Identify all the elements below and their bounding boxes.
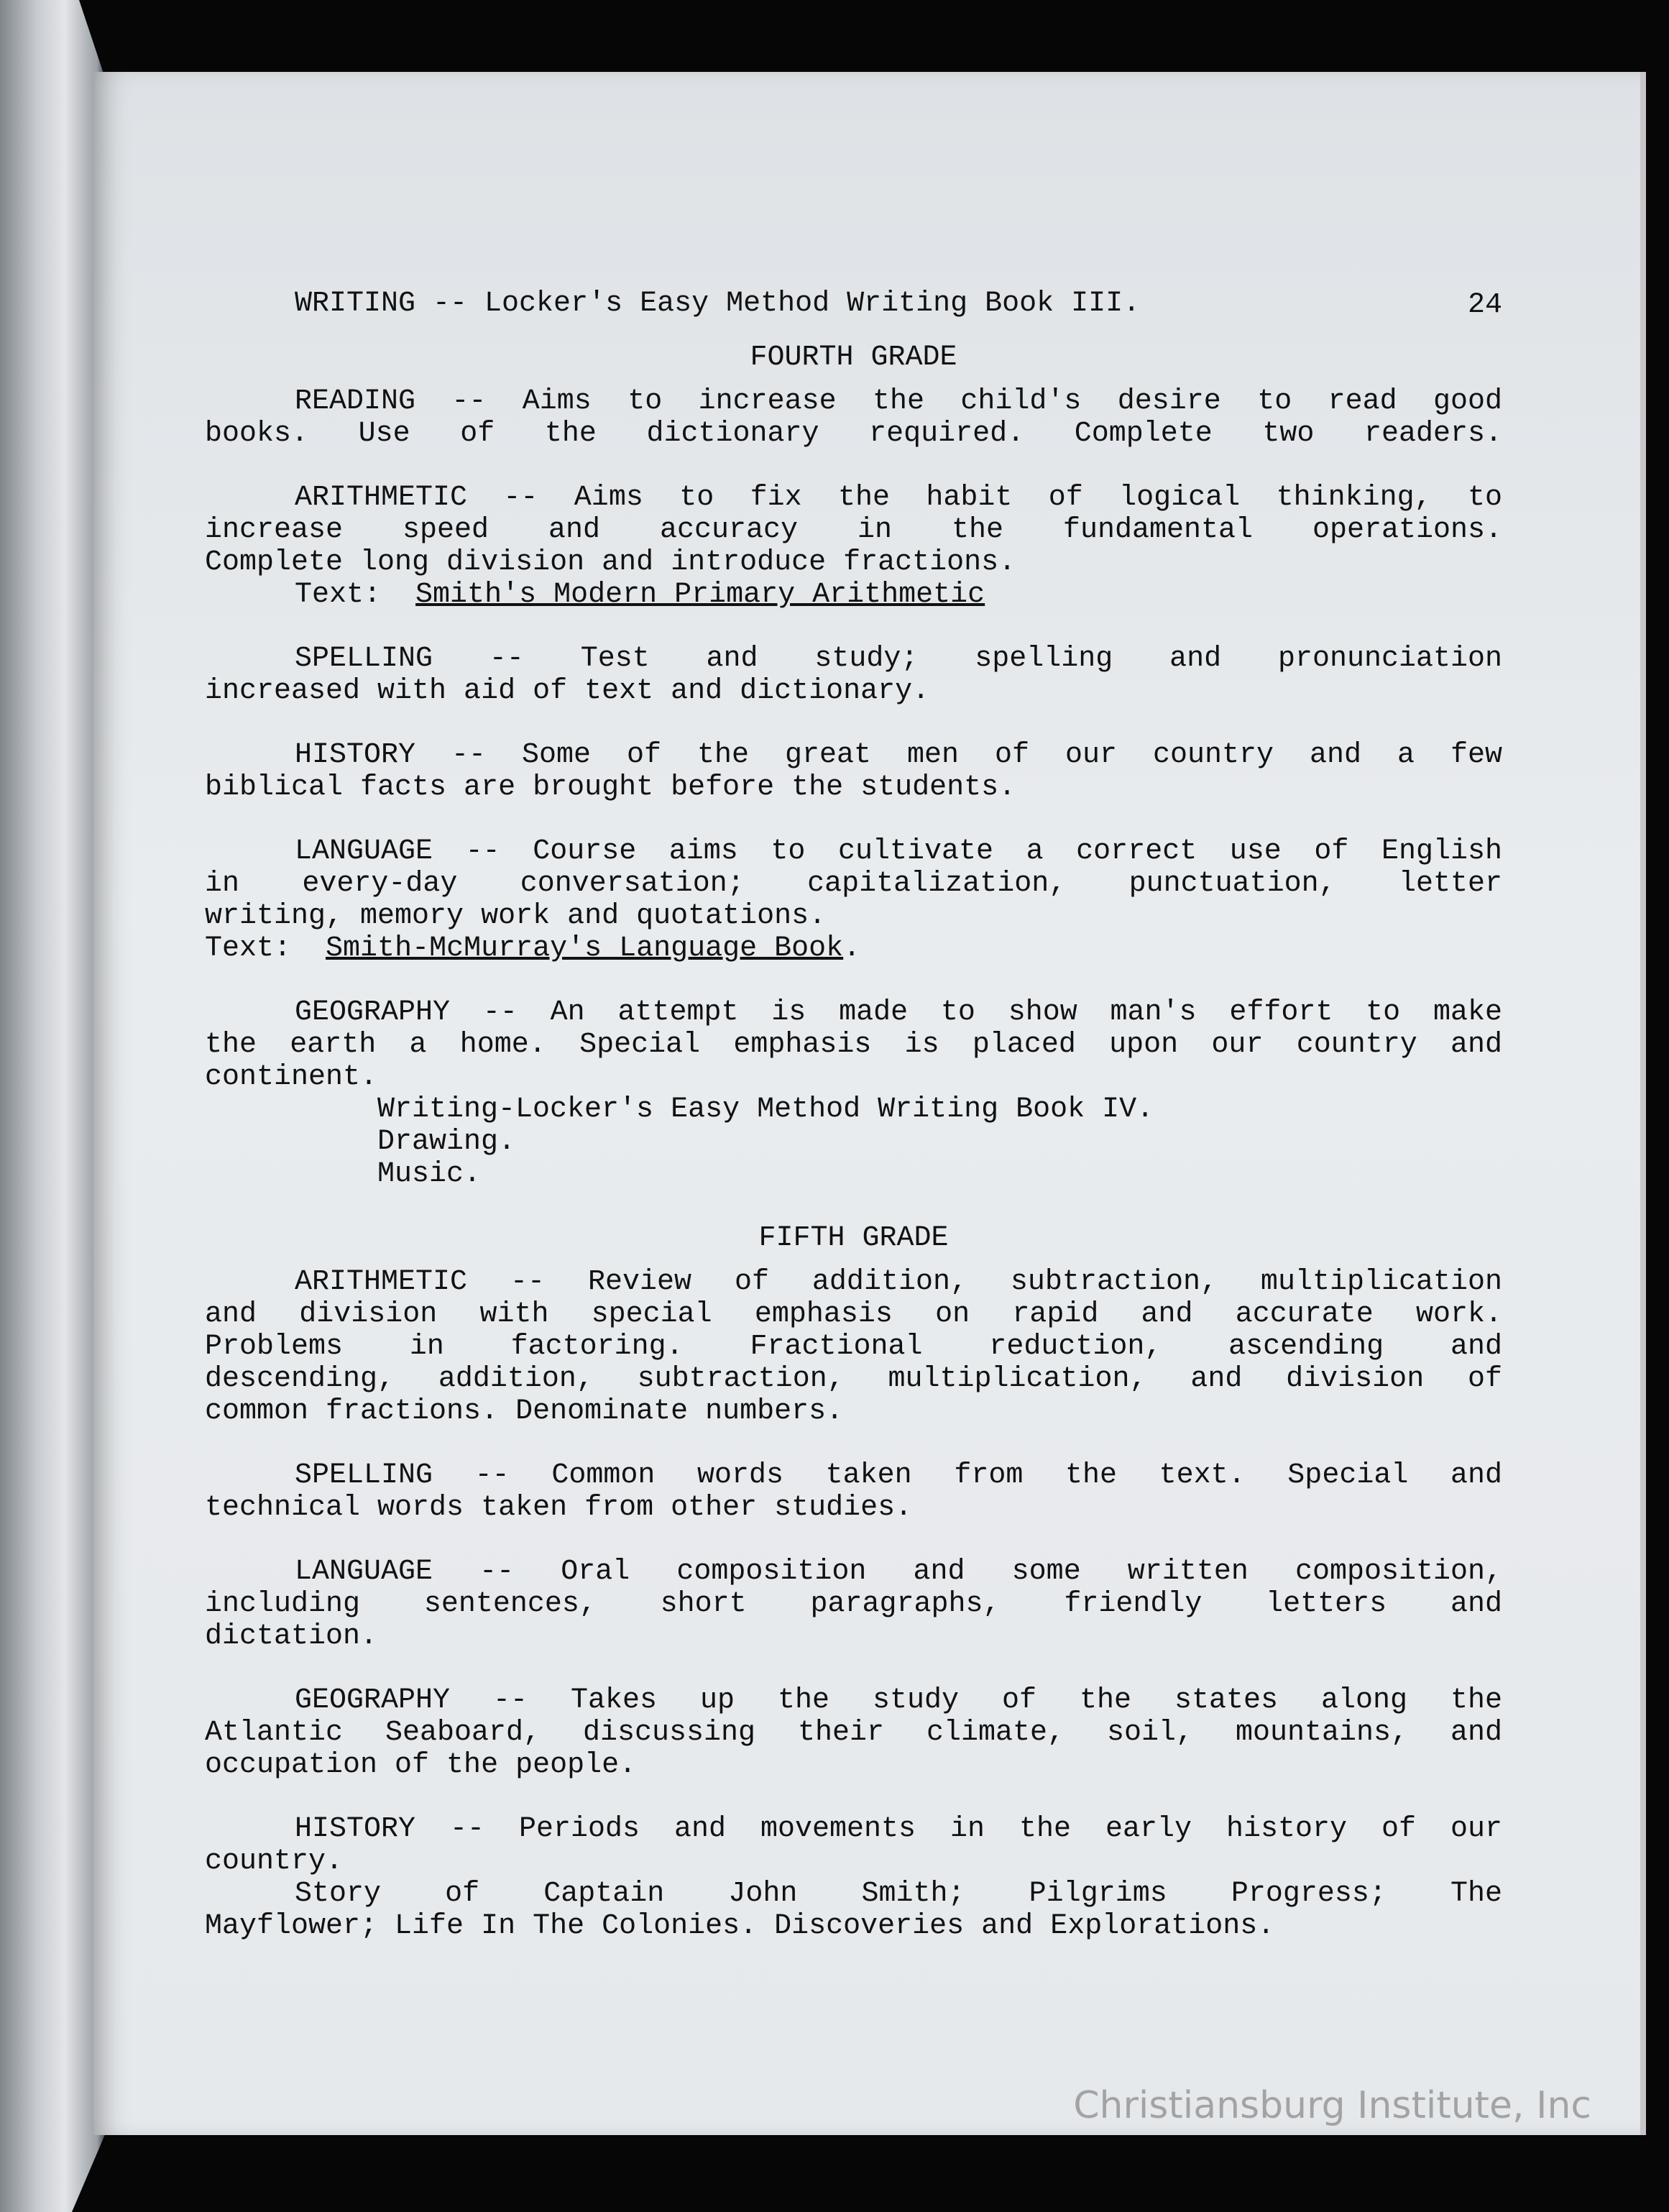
fourth-extra-drawing: Drawing.	[377, 1126, 516, 1158]
fourth-language-text	[205, 932, 1502, 965]
fifth-geography	[205, 1684, 1502, 1781]
fifth-arithmetic	[205, 1266, 1502, 1428]
fifth-spelling-line-2: technical words taken from other studies.	[205, 1492, 913, 1524]
fourth-spelling-line-1: SPELLING -- Test and study; spelling and pronunciation	[295, 643, 1502, 675]
fifth-history	[205, 1813, 1502, 1942]
fifth-geography-line-3: occupation of the people.	[205, 1749, 637, 1781]
page-right-edge	[1640, 72, 1646, 2135]
fourth-geography-line-2: the earth a home. Special emphasis is placed upon our country and	[205, 1029, 1502, 1061]
fourth-geography-line-3: continent.	[205, 1061, 378, 1093]
fourth-extra-writing: Writing-Locker's Easy Method Writing Book IV.	[377, 1093, 1154, 1126]
language-textbook-title: Smith-McMurray's Language Book	[326, 932, 844, 965]
fifth-arithmetic-line-3: Problems in factoring. Fractional reduction, ascending and	[205, 1331, 1502, 1363]
fifth-history-line-4: Mayflower; Life In The Colonies. Discoveries and Explorations.	[205, 1910, 1275, 1942]
fourth-extra-music: Music.	[377, 1158, 482, 1190]
page-content	[205, 288, 1502, 1974]
fifth-arithmetic-line-1: ARITHMETIC -- Review of addition, subtraction, multiplication	[295, 1266, 1502, 1298]
fourth-language-line-3: writing, memory work and quotations.	[205, 900, 827, 932]
fourth-arithmetic	[205, 482, 1502, 611]
writing-line: WRITING -- Locker's Easy Method Writing Book III.	[295, 288, 1141, 320]
fourth-arithmetic-text	[205, 579, 1502, 611]
fourth-language	[205, 835, 1502, 965]
fifth-language	[205, 1556, 1502, 1653]
fourth-reading	[205, 385, 1502, 450]
fifth-arithmetic-line-5: common fractions. Denominate numbers.	[205, 1395, 844, 1428]
fifth-arithmetic-line-2: and division with special emphasis on rapid and accurate work.	[205, 1298, 1502, 1331]
writing-section	[205, 288, 1502, 320]
fourth-geography	[205, 996, 1502, 1190]
page-number: 24	[1467, 289, 1502, 321]
fifth-geography-line-2: Atlantic Seaboard, discussing their climate, soil, mountains, and	[205, 1717, 1502, 1749]
fourth-reading-line-2: books. Use of the dictionary required. Complete two readers.	[205, 418, 1502, 450]
fourth-language-line-2: in every-day conversation; capitalization, punctuation, letter	[205, 868, 1502, 900]
fifth-language-line-1: LANGUAGE -- Oral composition and some written composition,	[295, 1556, 1502, 1588]
fifth-history-line-1: HISTORY -- Periods and movements in the early history of our	[295, 1813, 1502, 1845]
text-label: Text:	[205, 932, 292, 965]
fifth-spelling-line-1: SPELLING -- Common words taken from the text. Special and	[295, 1459, 1502, 1492]
fifth-history-line-3: Story of Captain John Smith; Pilgrims Progress; The	[295, 1878, 1502, 1910]
fourth-spelling-line-2: increased with aid of text and dictionary.	[205, 675, 930, 707]
fifth-language-line-2: including sentences, short paragraphs, friendly letters and	[205, 1588, 1502, 1620]
fourth-reading-line-1: READING -- Aims to increase the child's desire to read good	[295, 385, 1502, 418]
fifth-language-line-3: dictation.	[205, 1620, 378, 1653]
fourth-grade-heading: FOURTH GRADE	[750, 341, 957, 374]
fourth-language-line-1: LANGUAGE -- Course aims to cultivate a correct use of English	[295, 835, 1502, 868]
document-page	[93, 72, 1646, 2135]
fourth-history-line-1: HISTORY -- Some of the great men of our country and a few	[295, 739, 1502, 771]
fifth-grade-heading: FIFTH GRADE	[758, 1222, 949, 1254]
text-label: Text:	[295, 579, 382, 611]
curled-page-edge	[0, 0, 108, 2212]
fourth-history	[205, 739, 1502, 804]
fifth-spelling	[205, 1459, 1502, 1524]
fifth-history-line-2: country.	[205, 1845, 344, 1878]
fourth-arithmetic-line-3: Complete long division and introduce fractions.	[205, 546, 1016, 579]
watermark: Christiansburg Institute, Inc	[1073, 2084, 1591, 2127]
arithmetic-textbook-title: Smith's Modern Primary Arithmetic	[415, 579, 985, 611]
fifth-arithmetic-line-4: descending, addition, subtraction, multiplication, and division of	[205, 1363, 1502, 1395]
fourth-arithmetic-line-1: ARITHMETIC -- Aims to fix the habit of logical thinking, to	[295, 482, 1502, 514]
fourth-geography-line-1: GEOGRAPHY -- An attempt is made to show man's effort to make	[295, 996, 1502, 1029]
fifth-geography-line-1: GEOGRAPHY -- Takes up the study of the states along the	[295, 1684, 1502, 1717]
text-end: .	[843, 932, 861, 965]
fourth-spelling	[205, 643, 1502, 707]
fourth-history-line-2: biblical facts are brought before the students.	[205, 771, 1016, 804]
fourth-arithmetic-line-2: increase speed and accuracy in the fundamental operations.	[205, 514, 1502, 546]
